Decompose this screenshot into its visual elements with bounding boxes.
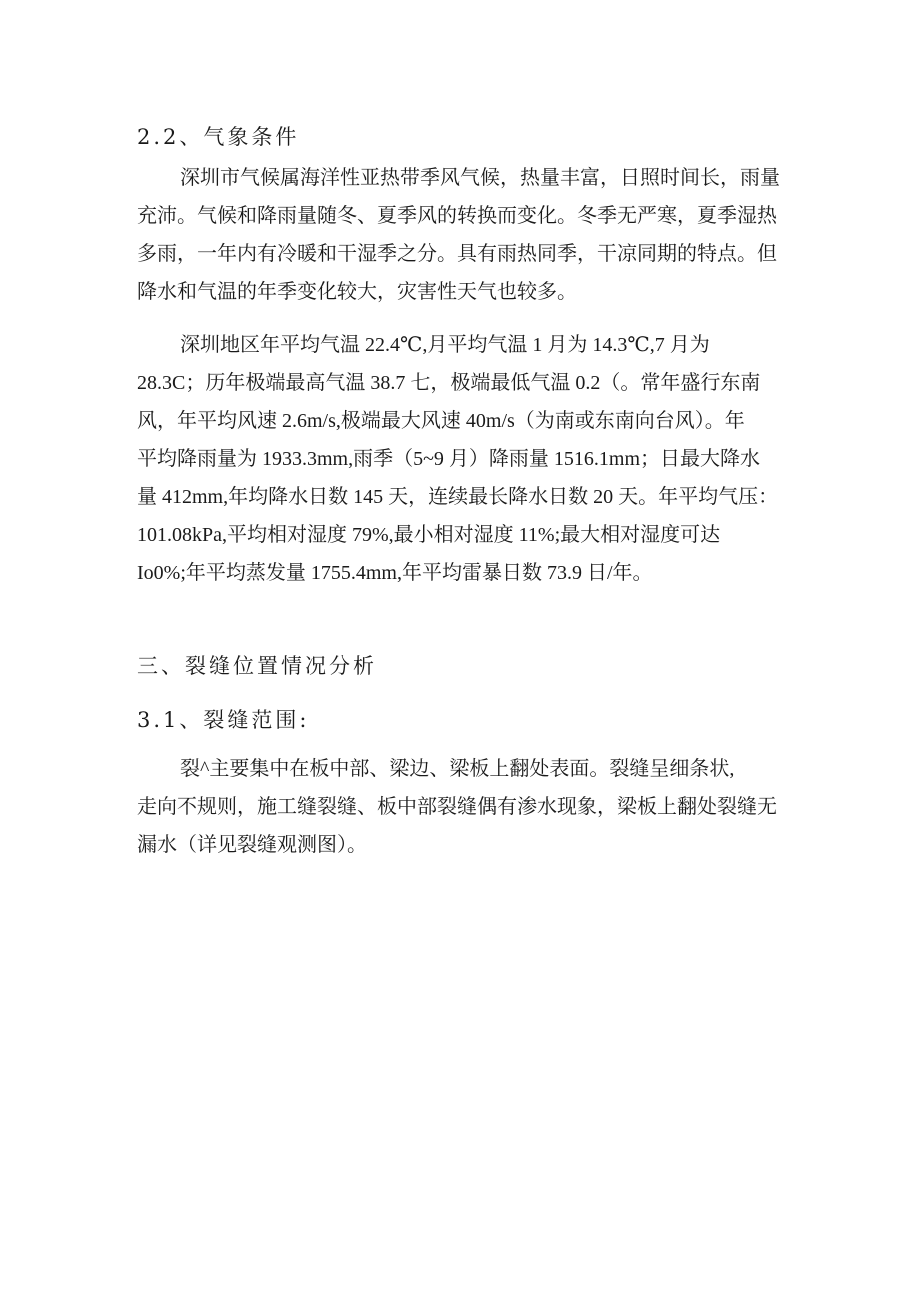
paragraph-line: 量 412mm,年均降水日数 145 天，连续最长降水日数 20 天。年平均气压： bbox=[137, 486, 779, 508]
paragraph-line: 裂^主要集中在板中部、梁边、梁板上翻处表面。裂缝呈细条状, bbox=[180, 758, 735, 780]
paragraph-crack-range bbox=[137, 750, 797, 864]
paragraph-line: 深圳地区年平均气温 22.4℃,月平均气温 1 月为 14.3℃,7 月为 bbox=[180, 334, 710, 356]
paragraph-climate-overview bbox=[137, 159, 797, 311]
section-heading-3: 三、裂缝位置情况分析 bbox=[137, 654, 377, 678]
section-heading-3-1: 3.1、裂缝范围: bbox=[137, 708, 310, 732]
paragraph-climate-statistics bbox=[137, 326, 797, 592]
paragraph-line: 漏水（详见裂缝观测图）。 bbox=[137, 834, 367, 856]
paragraph-line: 深圳市气候属海洋性亚热带季风气候，热量丰富，日照时间长，雨量 bbox=[180, 167, 780, 189]
paragraph-line: 降水和气温的年季变化较大，灾害性天气也较多。 bbox=[137, 281, 577, 303]
paragraph-line: 充沛。气候和降雨量随冬、夏季风的转换而变化。冬季无严寒，夏季湿热 bbox=[137, 205, 777, 227]
paragraph-line: Io0%;年平均蒸发量 1755.4mm,年平均雷暴日数 73.9 日/年。 bbox=[137, 562, 653, 584]
paragraph-line: 平均降雨量为 1933.3mm,雨季（5~9 月）降雨量 1516.1mm；日最大降水 bbox=[137, 448, 761, 470]
paragraph-line: 多雨，一年内有冷暖和干湿季之分。具有雨热同季，干凉同期的特点。但 bbox=[137, 243, 777, 265]
paragraph-line: 风，年平均风速 2.6m/s,极端最大风速 40m/s（为南或东南向台风）。年 bbox=[137, 410, 745, 432]
section-heading-2-2: 2.2、气象条件 bbox=[137, 125, 300, 149]
paragraph-line: 101.08kPa,平均相对湿度 79%,最小相对湿度 11%;最大相对湿度可达 bbox=[137, 524, 721, 546]
paragraph-line: 28.3C；历年极端最高气温 38.7 七，极端最低气温 0.2（。常年盛行东南 bbox=[137, 372, 761, 394]
paragraph-line: 走向不规则，施工缝裂缝、板中部裂缝偶有渗水现象，梁板上翻处裂缝无 bbox=[137, 796, 777, 818]
